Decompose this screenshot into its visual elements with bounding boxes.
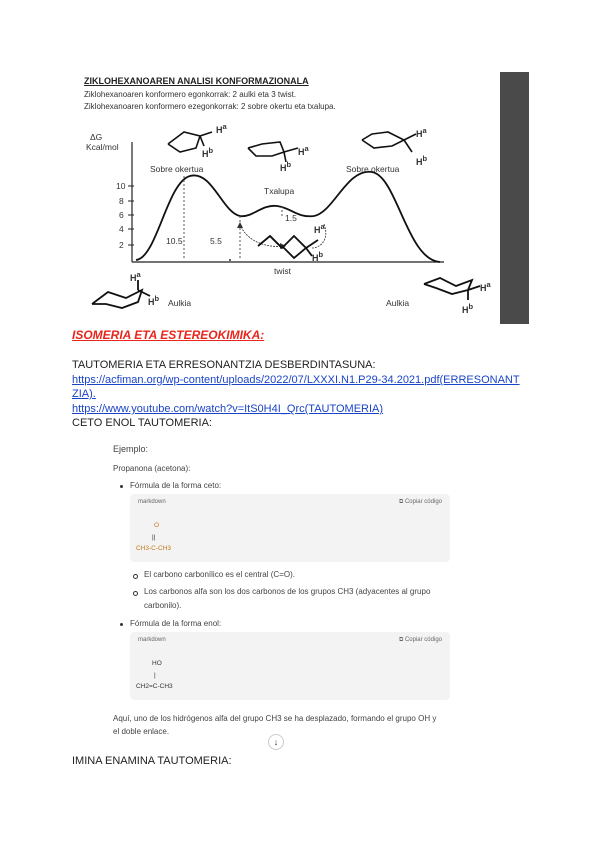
label-twist: twist	[274, 266, 291, 276]
snippet-sub2: Los carbonos alfa son los dos carbonos de los grupos CH3 (adyacentes al grupo	[144, 587, 431, 596]
h-b-label-4: $H^b$	[312, 250, 324, 263]
conformational-analysis-figure	[72, 72, 529, 324]
value-10-5: 10.5	[166, 236, 183, 246]
h-b-label-5: $H^b$	[148, 294, 160, 307]
h-b-label-1: $H^b$	[202, 146, 214, 159]
code2-line3: CH2=C-CH3	[136, 683, 173, 690]
snippet-sub1: El carbono carbonílico es el central (C=O).	[144, 570, 295, 579]
label-aulkia-left: Aulkia	[168, 298, 192, 308]
link-acfiman-pdf-continued[interactable]: ZIA).	[72, 388, 96, 400]
snippet-aqui-line2: el doble enlace.	[113, 727, 170, 736]
code-block-enol	[130, 632, 450, 700]
energy-diagram	[72, 72, 529, 324]
h-a-label-4: $H^a$	[314, 222, 325, 235]
code2-line2: |	[154, 672, 156, 679]
h-a-label-1: $H^a$	[216, 122, 227, 135]
figure-title: ZIKLOHEXANOAREN ANALISI KONFORMAZIONALA	[84, 76, 309, 86]
y-axis-label-dg: ΔG	[90, 132, 103, 142]
copy-code-button-enol[interactable]: ⧉ Copiar código	[399, 637, 442, 643]
link-acfiman-pdf[interactable]: https://acfiman.org/wp-content/uploads/2022/07/LXXXI.N1.P29-34.2021.pdf(ERRESONANT	[72, 374, 520, 386]
bullet-2	[120, 623, 123, 626]
snippet-propanona: Propanona (acetona):	[113, 464, 191, 473]
y-tick-2: 2	[119, 240, 124, 250]
sub-bullet-2	[133, 591, 138, 596]
h-b-label-2: $H^b$	[280, 160, 292, 173]
link-youtube-tautomeria[interactable]: https://www.youtube.com/watch?v=ItS0H4I_Qrc(TAUTOMERIA)	[72, 403, 384, 415]
figure-side-bar	[500, 72, 529, 324]
label-sobre-okertua-right: Sobre okertua	[346, 164, 400, 174]
y-tick-4: 4	[119, 224, 124, 234]
label-txalupa: Txalupa	[264, 186, 295, 196]
code1-line1: O	[154, 522, 160, 529]
chair-left-molecule-icon	[92, 280, 150, 308]
h-a-label-2: $H^a$	[298, 144, 309, 157]
h-a-label-5: $H^a$	[130, 270, 141, 283]
code-lang-enol: markdown	[138, 637, 166, 643]
twist-molecule-icon	[258, 236, 318, 258]
h-a-label-3: $H^a$	[416, 126, 427, 139]
label-aulkia-right: Aulkia	[386, 298, 410, 308]
sub-bullet-1	[133, 574, 138, 579]
code1-line3: CH3-C-CH3	[136, 545, 172, 552]
heading-ceto-enol: CETO ENOL TAUTOMERIA:	[72, 417, 212, 429]
code-block-ceto	[130, 494, 450, 562]
y-tick-10: 10	[116, 181, 126, 191]
heading-tautomeria-erresonantzia: TAUTOMERIA ETA ERRESONANTZIA DESBERDINTASUNA:	[72, 359, 376, 371]
y-axis-label-units: Kcal/mol	[86, 142, 119, 152]
y-tick-6: 6	[119, 210, 124, 220]
snippet-aqui-line1: Aquí, uno de los hidrógenos alfa del grupo CH3 se ha desplazado, formando el grupo OH y	[113, 714, 437, 723]
heading-imina-enamina: IMINA ENAMINA TAUTOMERIA:	[72, 755, 232, 767]
snippet-formula-ceto: Fórmula de la forma ceto:	[130, 481, 222, 490]
chair-right-molecule-icon	[424, 278, 480, 300]
figure-line-1: Ziklohexanoaren konformero egonkorrak: 2 aulki eta 3 twist.	[84, 90, 297, 99]
bullet-1	[120, 485, 123, 488]
scroll-down-icon[interactable]: ↓	[268, 734, 284, 750]
value-5-5: 5.5	[210, 236, 222, 246]
value-1-5: 1.5	[285, 213, 297, 223]
h-a-label-6: $H^a$	[480, 280, 491, 293]
h-b-label-6: $H^b$	[462, 302, 474, 315]
txalupa-molecule-icon	[248, 142, 298, 162]
section-heading-isomeria: ISOMERIA ETA ESTEREOKIMIKA:	[72, 328, 265, 342]
snippet-sub2b: carbonilo).	[144, 601, 182, 610]
sobre-right-molecule-icon	[362, 132, 416, 152]
code1-line2: ||	[152, 534, 156, 541]
copy-code-button-ceto[interactable]: ⧉ Copiar código	[399, 499, 442, 505]
y-tick-8: 8	[119, 196, 124, 206]
figure-line-2: Ziklohexanoaren konformero ezegonkorrak: 2 sobre okertu eta txalupa.	[84, 102, 336, 111]
h-b-label-3: $H^b$	[416, 154, 428, 167]
snippet-formula-enol: Fórmula de la forma enol:	[130, 619, 222, 628]
code-lang-ceto: markdown	[138, 499, 166, 505]
snippet-ejemplo: Ejemplo:	[113, 444, 149, 454]
label-sobre-okertua-left: Sobre okertua	[150, 164, 204, 174]
code2-line1: HO	[152, 660, 162, 667]
